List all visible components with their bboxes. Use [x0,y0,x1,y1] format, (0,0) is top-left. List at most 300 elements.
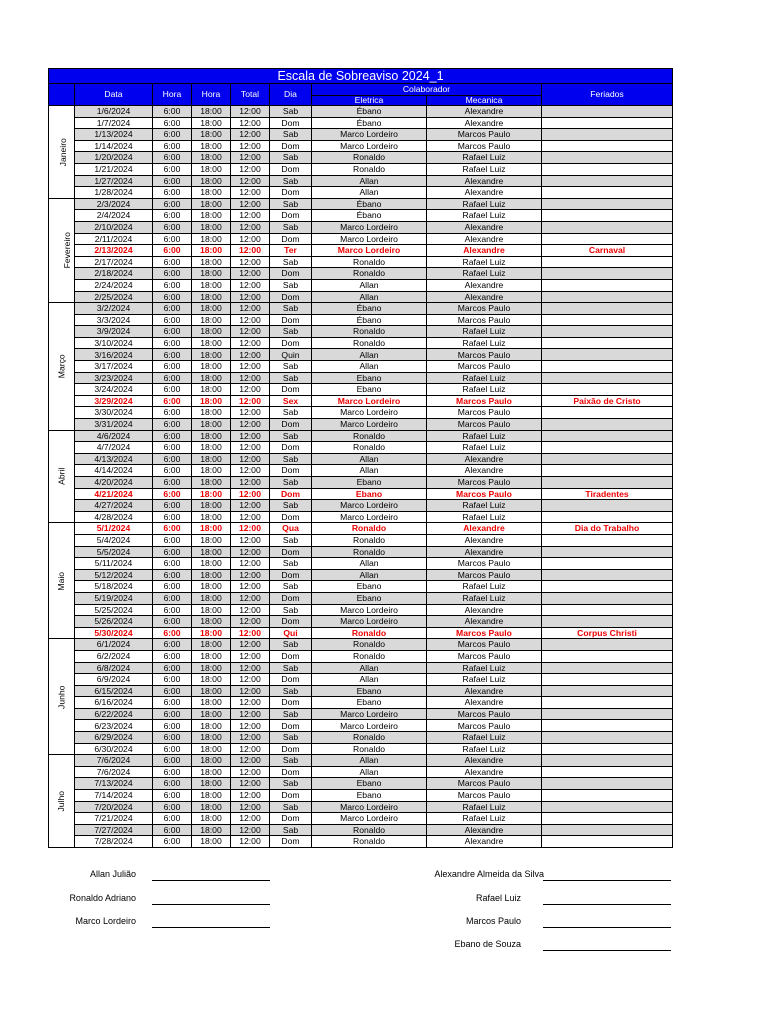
cell-mecanica: Rafael Luiz [427,662,542,674]
cell-hora-end: 18:00 [192,256,231,268]
cell-date: 6/2/2024 [75,650,153,662]
cell-hora-start: 6:00 [153,245,192,257]
table-row [49,187,673,199]
cell-hora-end: 18:00 [192,836,231,848]
cell-hora-start: 6:00 [153,581,192,593]
table-row [49,314,673,326]
table-row [49,511,673,523]
cell-dia: Qui [270,627,312,639]
cell-mecanica: Rafael Luiz [427,198,542,210]
cell-hora-start: 6:00 [153,175,192,187]
cell-hora-end: 18:00 [192,755,231,767]
cell-date: 7/6/2024 [75,755,153,767]
header-row [49,84,673,96]
cell-mecanica: Rafael Luiz [427,256,542,268]
cell-date: 1/21/2024 [75,163,153,175]
cell-eletrica: Marco Lordeiro [312,233,427,245]
cell-date: 7/20/2024 [75,801,153,813]
cell-hora-end: 18:00 [192,175,231,187]
cell-hora-start: 6:00 [153,384,192,396]
cell-total: 12:00 [231,674,270,686]
cell-mecanica: Alexandre [427,175,542,187]
table-row [49,129,673,141]
cell-mecanica: Alexandre [427,279,542,291]
table-row [49,685,673,697]
signature-line [543,880,671,881]
table-row [49,268,673,280]
cell-eletrica: Ronaldo [312,152,427,164]
cell-total: 12:00 [231,685,270,697]
cell-hora-start: 6:00 [153,291,192,303]
table-row [49,755,673,767]
cell-hora-start: 6:00 [153,256,192,268]
table-row [49,163,673,175]
cell-eletrica: Ebano [312,372,427,384]
cell-hora-end: 18:00 [192,210,231,222]
table-row [49,477,673,489]
cell-total: 12:00 [231,256,270,268]
table-row [49,337,673,349]
cell-dia: Sab [270,129,312,141]
cell-hora-start: 6:00 [153,198,192,210]
cell-dia: Dom [270,337,312,349]
cell-total: 12:00 [231,732,270,744]
cell-eletrica: Marco Lordeiro [312,395,427,407]
cell-hora-start: 6:00 [153,604,192,616]
cell-eletrica: Allan [312,662,427,674]
cell-eletrica: Allan [312,558,427,570]
cell-mecanica: Rafael Luiz [427,384,542,396]
cell-total: 12:00 [231,268,270,280]
cell-feriado [542,256,673,268]
table-row [49,442,673,454]
cell-hora-end: 18:00 [192,534,231,546]
cell-feriado [542,187,673,199]
header-total: Total [231,84,270,106]
cell-hora-end: 18:00 [192,221,231,233]
cell-mecanica: Marcos Paulo [427,314,542,326]
cell-date: 3/10/2024 [75,337,153,349]
cell-hora-end: 18:00 [192,129,231,141]
cell-hora-start: 6:00 [153,268,192,280]
cell-mecanica: Marcos Paulo [427,488,542,500]
header-hora-start: Hora [153,84,192,106]
cell-date: 5/4/2024 [75,534,153,546]
cell-hora-start: 6:00 [153,592,192,604]
cell-feriado [542,198,673,210]
cell-date: 5/12/2024 [75,569,153,581]
cell-dia: Dom [270,790,312,802]
cell-feriado [542,210,673,222]
table-row [49,569,673,581]
cell-dia: Sab [270,279,312,291]
cell-mecanica: Marcos Paulo [427,361,542,373]
cell-mecanica: Marcos Paulo [427,395,542,407]
cell-eletrica: Ébano [312,210,427,222]
cell-hora-end: 18:00 [192,419,231,431]
cell-total: 12:00 [231,708,270,720]
cell-date: 5/11/2024 [75,558,153,570]
cell-total: 12:00 [231,743,270,755]
cell-mecanica: Alexandre [427,291,542,303]
cell-eletrica: Ronaldo [312,743,427,755]
cell-total: 12:00 [231,221,270,233]
table-row [49,326,673,338]
cell-eletrica: Allan [312,349,427,361]
cell-mecanica: Marcos Paulo [427,650,542,662]
cell-total: 12:00 [231,198,270,210]
cell-mecanica: Alexandre [427,546,542,558]
cell-eletrica: Allan [312,453,427,465]
cell-hora-end: 18:00 [192,152,231,164]
cell-eletrica: Marco Lordeiro [312,500,427,512]
cell-mecanica: Marcos Paulo [427,639,542,651]
cell-mecanica: Alexandre [427,824,542,836]
cell-eletrica: Ronaldo [312,163,427,175]
cell-feriado: Paixão de Cristo [542,395,673,407]
cell-hora-end: 18:00 [192,187,231,199]
cell-feriado [542,697,673,709]
cell-mecanica: Alexandre [427,221,542,233]
cell-hora-end: 18:00 [192,778,231,790]
cell-hora-start: 6:00 [153,627,192,639]
cell-dia: Dom [270,743,312,755]
month-label [49,303,75,431]
cell-hora-end: 18:00 [192,766,231,778]
cell-total: 12:00 [231,129,270,141]
table-row [49,175,673,187]
cell-hora-end: 18:00 [192,117,231,129]
cell-dia: Sab [270,175,312,187]
cell-dia: Sab [270,534,312,546]
table-row [49,592,673,604]
cell-mecanica: Alexandre [427,233,542,245]
cell-eletrica: Ronaldo [312,442,427,454]
cell-hora-end: 18:00 [192,824,231,836]
cell-hora-start: 6:00 [153,697,192,709]
cell-hora-end: 18:00 [192,627,231,639]
cell-date: 3/31/2024 [75,419,153,431]
cell-total: 12:00 [231,616,270,628]
signature-name-right: Rafael Luiz [475,893,521,903]
cell-hora-start: 6:00 [153,465,192,477]
cell-feriado [542,581,673,593]
cell-date: 2/13/2024 [75,245,153,257]
cell-date: 3/23/2024 [75,372,153,384]
cell-date: 1/20/2024 [75,152,153,164]
signature-name-left: Allan Julião [89,869,136,879]
cell-dia: Dom [270,697,312,709]
cell-mecanica: Rafael Luiz [427,581,542,593]
table-row [49,233,673,245]
cell-date: 6/9/2024 [75,674,153,686]
cell-eletrica: Ébano [312,117,427,129]
cell-dia: Sab [270,558,312,570]
cell-total: 12:00 [231,407,270,419]
cell-total: 12:00 [231,755,270,767]
cell-total: 12:00 [231,175,270,187]
cell-hora-end: 18:00 [192,732,231,744]
cell-feriado [542,743,673,755]
header-mecanica: Mecanica [427,96,542,106]
cell-total: 12:00 [231,500,270,512]
cell-date: 1/6/2024 [75,106,153,118]
cell-total: 12:00 [231,523,270,535]
cell-date: 7/14/2024 [75,790,153,802]
cell-hora-start: 6:00 [153,233,192,245]
table-row [49,245,673,257]
cell-date: 2/18/2024 [75,268,153,280]
cell-hora-end: 18:00 [192,801,231,813]
cell-date: 2/25/2024 [75,291,153,303]
cell-total: 12:00 [231,790,270,802]
cell-dia: Dom [270,210,312,222]
table-row [49,708,673,720]
cell-eletrica: Ébano [312,198,427,210]
month-label [49,523,75,639]
cell-mecanica: Rafael Luiz [427,210,542,222]
cell-hora-start: 6:00 [153,326,192,338]
cell-hora-end: 18:00 [192,662,231,674]
cell-mecanica: Alexandre [427,755,542,767]
cell-dia: Dom [270,140,312,152]
cell-date: 3/3/2024 [75,314,153,326]
table-row [49,732,673,744]
cell-eletrica: Marco Lordeiro [312,720,427,732]
cell-eletrica: Ronaldo [312,732,427,744]
cell-mecanica: Rafael Luiz [427,813,542,825]
cell-date: 4/14/2024 [75,465,153,477]
cell-feriado [542,674,673,686]
cell-hora-end: 18:00 [192,245,231,257]
cell-hora-start: 6:00 [153,152,192,164]
cell-total: 12:00 [231,778,270,790]
cell-eletrica: Ronaldo [312,650,427,662]
cell-date: 6/8/2024 [75,662,153,674]
table-row [49,766,673,778]
cell-hora-start: 6:00 [153,372,192,384]
cell-dia: Dom [270,546,312,558]
cell-total: 12:00 [231,546,270,558]
cell-dia: Sab [270,500,312,512]
cell-feriado [542,650,673,662]
cell-eletrica: Ronaldo [312,326,427,338]
month-label [49,430,75,523]
cell-hora-start: 6:00 [153,303,192,315]
cell-dia: Dom [270,592,312,604]
cell-eletrica: Marco Lordeiro [312,813,427,825]
cell-hora-start: 6:00 [153,349,192,361]
cell-total: 12:00 [231,210,270,222]
cell-dia: Dom [270,163,312,175]
cell-hora-end: 18:00 [192,465,231,477]
cell-total: 12:00 [231,419,270,431]
cell-mecanica: Rafael Luiz [427,163,542,175]
cell-mecanica: Marcos Paulo [427,720,542,732]
cell-hora-end: 18:00 [192,558,231,570]
cell-total: 12:00 [231,291,270,303]
cell-eletrica: Allan [312,755,427,767]
cell-total: 12:00 [231,534,270,546]
cell-total: 12:00 [231,824,270,836]
cell-hora-end: 18:00 [192,268,231,280]
cell-hora-start: 6:00 [153,430,192,442]
cell-hora-end: 18:00 [192,337,231,349]
sheet-title: Escala de Sobreaviso 2024_1 [49,69,673,84]
cell-date: 1/13/2024 [75,129,153,141]
cell-eletrica: Ebano [312,790,427,802]
cell-hora-end: 18:00 [192,546,231,558]
cell-date: 7/6/2024 [75,766,153,778]
cell-total: 12:00 [231,152,270,164]
cell-hora-start: 6:00 [153,662,192,674]
cell-feriado [542,129,673,141]
cell-feriado [542,442,673,454]
cell-total: 12:00 [231,303,270,315]
cell-hora-end: 18:00 [192,233,231,245]
cell-feriado [542,372,673,384]
cell-dia: Dom [270,674,312,686]
cell-date: 4/21/2024 [75,488,153,500]
cell-eletrica: Marco Lordeiro [312,129,427,141]
cell-mecanica: Rafael Luiz [427,268,542,280]
cell-dia: Quin [270,349,312,361]
cell-total: 12:00 [231,720,270,732]
cell-feriado [542,314,673,326]
signature-line [543,950,671,951]
cell-feriado [542,152,673,164]
month-name: Fevereiro [61,232,72,269]
cell-total: 12:00 [231,106,270,118]
cell-hora-end: 18:00 [192,198,231,210]
table-row [49,430,673,442]
cell-hora-end: 18:00 [192,569,231,581]
cell-mecanica: Alexandre [427,766,542,778]
cell-mecanica: Marcos Paulo [427,627,542,639]
table-row [49,395,673,407]
cell-mecanica: Alexandre [427,187,542,199]
cell-hora-start: 6:00 [153,801,192,813]
cell-eletrica: Ronaldo [312,546,427,558]
cell-hora-end: 18:00 [192,697,231,709]
cell-hora-end: 18:00 [192,685,231,697]
cell-date: 3/2/2024 [75,303,153,315]
table-row [49,152,673,164]
cell-dia: Sab [270,198,312,210]
cell-eletrica: Ronaldo [312,430,427,442]
cell-dia: Sab [270,221,312,233]
cell-hora-start: 6:00 [153,708,192,720]
table-row [49,662,673,674]
cell-hora-end: 18:00 [192,604,231,616]
table-row [49,778,673,790]
cell-hora-start: 6:00 [153,546,192,558]
cell-mecanica: Rafael Luiz [427,743,542,755]
cell-total: 12:00 [231,662,270,674]
cell-dia: Sab [270,708,312,720]
cell-date: 6/16/2024 [75,697,153,709]
table-row [49,465,673,477]
cell-feriado [542,511,673,523]
cell-feriado [542,569,673,581]
cell-hora-start: 6:00 [153,361,192,373]
cell-hora-start: 6:00 [153,314,192,326]
cell-date: 7/27/2024 [75,824,153,836]
cell-mecanica: Rafael Luiz [427,337,542,349]
cell-dia: Sab [270,662,312,674]
cell-mecanica: Marcos Paulo [427,558,542,570]
cell-hora-start: 6:00 [153,778,192,790]
cell-eletrica: Ebano [312,581,427,593]
cell-hora-start: 6:00 [153,500,192,512]
cell-dia: Sab [270,604,312,616]
cell-feriado [542,477,673,489]
cell-eletrica: Marco Lordeiro [312,801,427,813]
cell-feriado: Tiradentes [542,488,673,500]
cell-feriado [542,685,673,697]
cell-hora-end: 18:00 [192,650,231,662]
table-row [49,303,673,315]
cell-hora-end: 18:00 [192,477,231,489]
cell-hora-end: 18:00 [192,349,231,361]
cell-mecanica: Marcos Paulo [427,708,542,720]
cell-mecanica: Alexandre [427,836,542,848]
cell-total: 12:00 [231,349,270,361]
cell-hora-start: 6:00 [153,534,192,546]
cell-mecanica: Alexandre [427,106,542,118]
table-row [49,604,673,616]
cell-eletrica: Ronaldo [312,534,427,546]
cell-feriado [542,349,673,361]
cell-hora-end: 18:00 [192,407,231,419]
cell-eletrica: Ebano [312,592,427,604]
cell-total: 12:00 [231,766,270,778]
cell-eletrica: Marco Lordeiro [312,419,427,431]
cell-dia: Sab [270,407,312,419]
cell-date: 5/30/2024 [75,627,153,639]
cell-date: 5/18/2024 [75,581,153,593]
cell-dia: Dom [270,813,312,825]
cell-feriado [542,616,673,628]
cell-feriado [542,384,673,396]
cell-hora-end: 18:00 [192,361,231,373]
cell-hora-end: 18:00 [192,442,231,454]
cell-feriado [542,558,673,570]
cell-date: 6/22/2024 [75,708,153,720]
cell-hora-end: 18:00 [192,303,231,315]
cell-feriado [542,824,673,836]
cell-mecanica: Marcos Paulo [427,129,542,141]
cell-mecanica: Alexandre [427,604,542,616]
cell-total: 12:00 [231,314,270,326]
cell-dia: Sab [270,778,312,790]
cell-dia: Sab [270,361,312,373]
cell-hora-start: 6:00 [153,558,192,570]
cell-eletrica: Marco Lordeiro [312,407,427,419]
signature-line [543,904,671,905]
table-row [49,500,673,512]
cell-mecanica: Rafael Luiz [427,511,542,523]
cell-dia: Dom [270,314,312,326]
cell-eletrica: Ronaldo [312,256,427,268]
cell-date: 4/27/2024 [75,500,153,512]
cell-dia: Sab [270,430,312,442]
cell-hora-start: 6:00 [153,210,192,222]
signature-line [152,927,270,928]
cell-hora-end: 18:00 [192,488,231,500]
cell-hora-start: 6:00 [153,523,192,535]
cell-feriado [542,117,673,129]
